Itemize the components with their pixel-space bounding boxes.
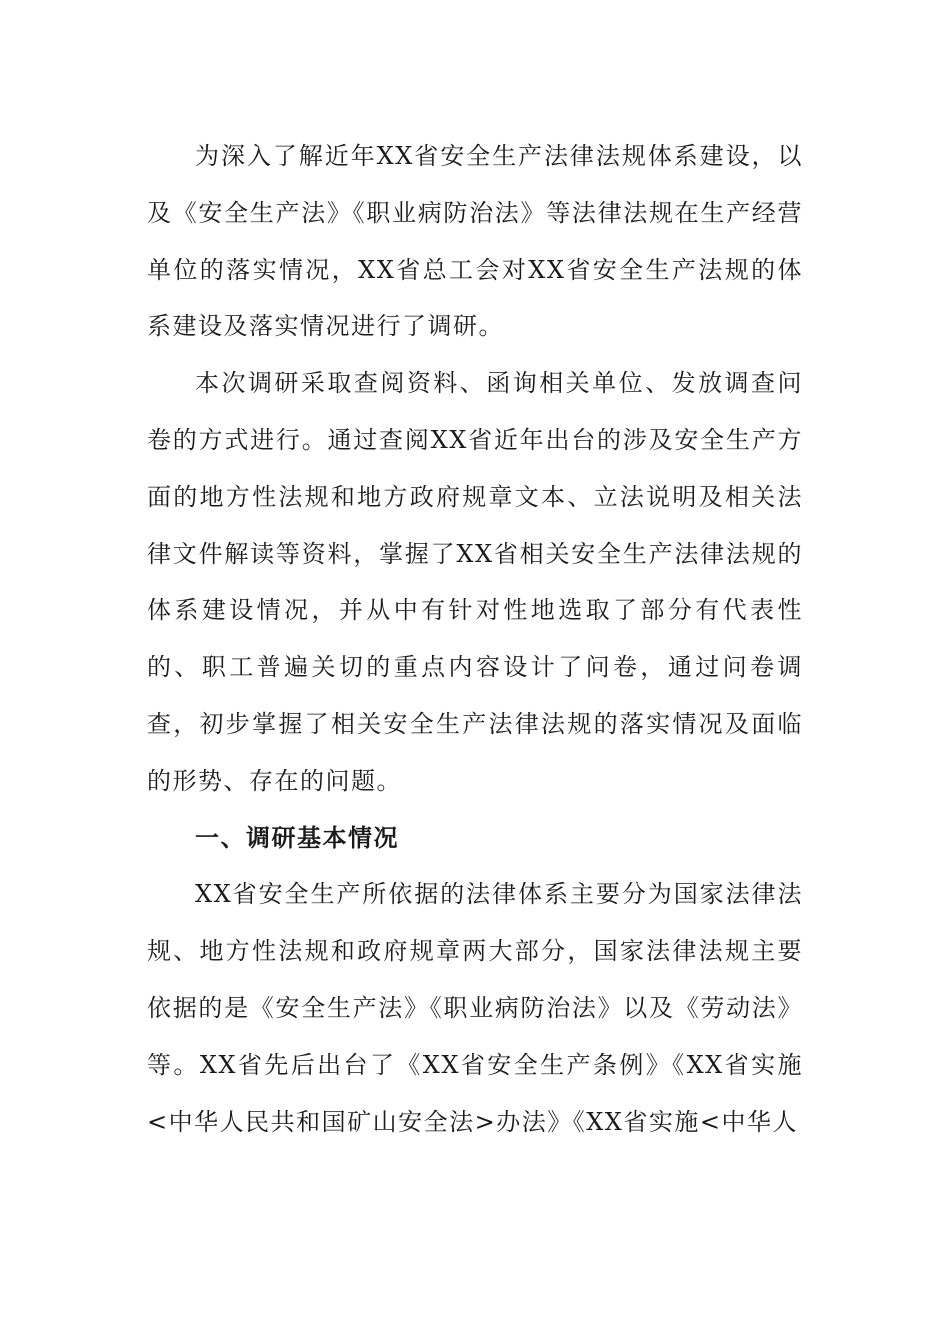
- paragraph-legal-system: XX省安全生产所依据的法律体系主要分为国家法律法规、地方性法规和政府规章两大部分，国家法律法规主要依据的是《安全生产法》《职业病防治法》以及《劳动法》等。XX省先后出台了《XX省安全生产条例》《XX省实施<中华人民共和国矿山安全法>办法》《XX省实施<中华人: [147, 880, 803, 1136]
- paragraph-intro: 为深入了解近年XX省安全生产法律法规体系建设，以及《安全生产法》《职业病防治法》等法律法规在生产经营单位的落实情况，XX省总工会对XX省安全生产法规的体系建设及落实情况进行了调研。: [147, 142, 803, 341]
- document-body: [147, 128, 803, 1150]
- paragraph-method: 本次调研采取查阅资料、函询相关单位、发放调查问卷的方式进行。通过查阅XX省近年出台的涉及安全生产方面的地方性法规和地方政府规章文本、立法说明及相关法律文件解读等资料，掌握了XX省相关安全生产法律法规的体系建设情况，并从中有针对性地选取了部分有代表性的、职工普遍关切的重点内容设计了问卷，通过问卷调查，初步掌握了相关安全生产法律法规的落实情况及面临的形势、存在的问题。: [147, 369, 803, 795]
- section-heading: 一、调研基本情况: [195, 823, 399, 852]
